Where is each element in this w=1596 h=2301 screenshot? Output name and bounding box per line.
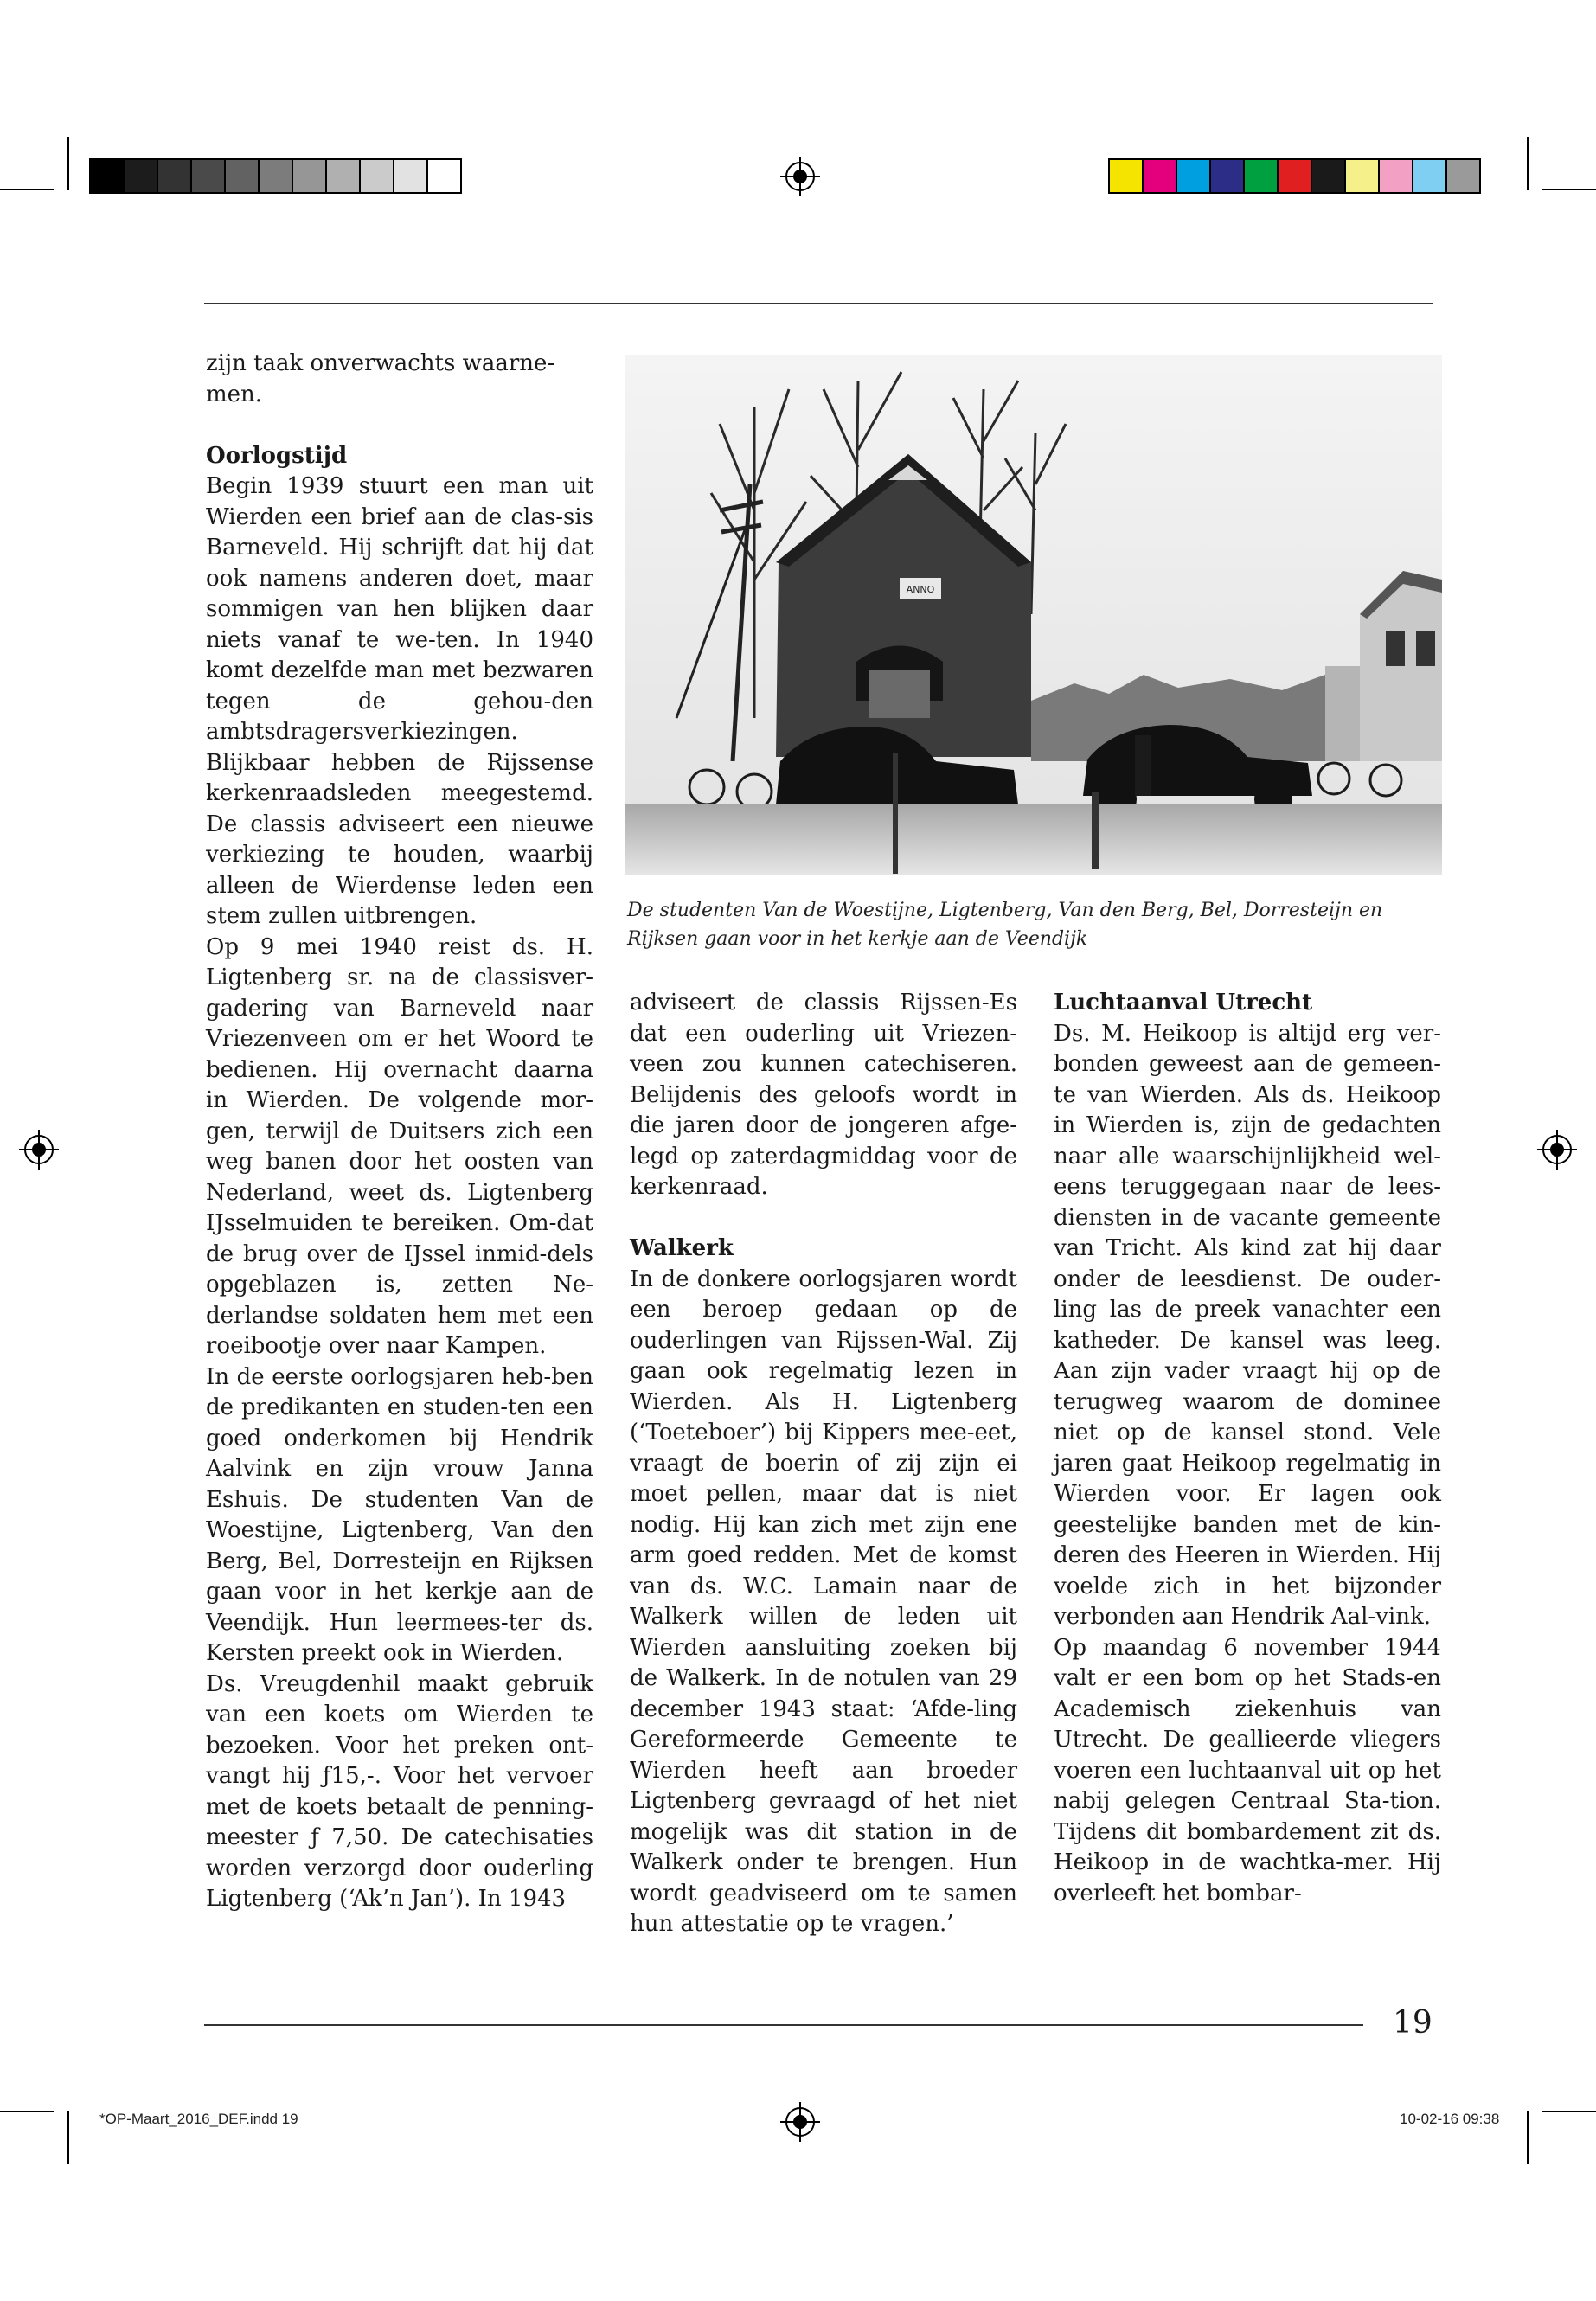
registration-mark-icon — [785, 2107, 815, 2137]
column-2 — [630, 988, 1017, 1940]
paragraph: Ds. M. Heikoop is altijd erg ver-bonden geweest aan de gemeen-te van Wierden. Als ds. Heikoop in Wierden is, zijn de gedachten naar alle waarschijnlijkheid wel-eens teruggegaan naar de lees-diensten in de vacante gemeente van Tricht. Als kind zat hij daar onder de leesdienst. De ouder-ling las de preek vanachter een katheder. De kansel was leeg. Aan zijn vader vraagt hij op de terugweg waarom de dominee niet op de kansel stond. Vele jaren gaat Heikoop regelmatig in Wierden voor. Er lagen ook geestelijke banden met de kin-deren des Heeren in Wierden. Hij voelde zich in het bijzonder verbonden aan Hendrik Aal-vink. — [1054, 1020, 1441, 1630]
church-photo — [625, 355, 1442, 875]
color-swatch — [1108, 158, 1144, 194]
color-swatch — [1344, 158, 1380, 194]
color-swatch — [157, 158, 192, 194]
crop-mark — [1542, 189, 1596, 190]
paragraph: In de donkere oorlogsjaren wordt een beroep gedaan op de ouderlingen van Rijssen-Wal. Zij gaan ook regelmatig lezen in Wierden. Als H. Ligtenberg (‘Toeteboer’) bij Kippers mee-eet, vraagt de boerin of zij zijn ei moet pellen, maar dat is niet nodig. Hij kan zich met zijn ene arm goed redden. Met de komst van ds. W.C. Lamain naar de Walkerk willen de leden uit Wierden aansluiting zoeken bij de Walkerk. In de notulen van 29 december 1943 staat: ‘Afde-ling Gereformeerde Gemeente te Wierden heeft aan broeder Ligtenberg gevraagd of het niet mogelijk was dit station in de Walkerk onder te brengen. Hun wordt geadviseerd om te samen hun attestatie op te vragen.’ — [630, 1266, 1017, 1937]
paragraph: Begin 1939 stuurt een man uit Wierden een brief aan de clas-sis Barneveld. Hij schrijft dat hij dat ook namens anderen doet, maar sommigen van hen blijken daar niets vanaf te we-ten. In 1940 komt dezelfde man met bezwaren tegen de gehou-den ambtsdragersverkiezingen. Blijkbaar hebben de Rijssense kerkenraadsleden meegestemd. De classis adviseert een nieuwe verkiezing te houden, waarbij alleen de Wierdense leden een stem zullen uitbrengen. — [206, 473, 593, 929]
page-number: 19 — [1393, 2005, 1433, 2041]
slug-file-info: *OP-Maart_2016_DEF.indd 19 — [99, 2111, 298, 2127]
registration-mark-icon — [24, 1135, 54, 1164]
color-swatch — [258, 158, 293, 194]
color-swatch — [292, 158, 327, 194]
section-heading-walkerk: Walkerk — [630, 1235, 734, 1261]
crop-mark — [1527, 2111, 1529, 2164]
color-swatch — [1277, 158, 1312, 194]
photo-caption: De studenten Van de Woestijne, Ligtenberg, Van den Berg, Bel, Dorresteijn en Rijksen gaan voor in het kerkje aan de Veendijk — [627, 900, 1383, 950]
church-sign-text: ANNO — [906, 584, 935, 595]
top-rule — [204, 303, 1433, 304]
section-heading-oorlogstijd: Oorlogstijd — [206, 442, 348, 469]
section-heading-luchtaanval-utrecht: Luchtaanval Utrecht — [1054, 990, 1313, 1016]
grey-calibration-bar — [91, 158, 462, 194]
registration-mark-icon — [1542, 1135, 1572, 1164]
slug-timestamp: 10-02-16 09:38 — [1400, 2111, 1500, 2127]
crop-mark — [0, 2111, 54, 2112]
intro-text: zijn taak onverwachts waarne- men. — [206, 350, 555, 407]
bottom-rule — [204, 2024, 1363, 2026]
crop-mark — [1542, 2111, 1596, 2112]
color-swatch — [393, 158, 428, 194]
registration-mark-icon — [785, 162, 815, 191]
color-swatch — [190, 158, 226, 194]
color-calibration-bar — [1110, 158, 1481, 194]
color-swatch — [89, 158, 125, 194]
color-swatch — [359, 158, 394, 194]
paragraph: Ds. Vreugdenhil maakt gebruik van een koets om Wierden te bezoeken. Voor het preken ont-vangt hij ƒ15,-. Voor het vervoer met de koets betaalt de penning-meester ƒ 7,50. De catechisaties worden verzorgd door ouderling Ligtenberg (‘Ak’n Jan’). In 1943 — [206, 1670, 593, 1912]
color-swatch — [1142, 158, 1177, 194]
color-swatch — [1311, 158, 1346, 194]
paragraph: Op maandag 6 november 1944 valt er een bom op het Stads-en Academisch ziekenhuis van Utrecht. De geallieerde vliegers voeren een luchtaanval uit op het nabij gelegen Centraal Sta-tion. Tijdens dit bombardement zit ds. Heikoop in de wachtka-mer. Hij overleeft het bombar- — [1054, 1634, 1441, 1907]
crop-mark — [1527, 137, 1529, 190]
color-swatch — [1209, 158, 1245, 194]
color-swatch — [1243, 158, 1279, 194]
crop-mark — [0, 189, 54, 190]
paragraph: adviseert de classis Rijssen-Es dat een ouderling uit Vriezen-veen zou kunnen catechiseren. Belijdenis des geloofs wordt in die jaren door de jongeren afge-legd op zaterdagmiddag voor de kerkenraad. — [630, 990, 1017, 1200]
color-swatch — [1412, 158, 1447, 194]
paragraph: In de eerste oorlogsjaren heb-ben de predikanten en studen-ten een goed onderkomen bij Hendrik Aalvink en zijn vrouw Janna Eshuis. De studenten Van de Woestijne, Ligtenberg, Van den Berg, Bel, Dorresteijn en Rijksen gaan voor in het kerkje aan de Veendijk. Hun leermees-ter ds. Kersten preekt ook in Wierden. — [206, 1363, 593, 1666]
column-1 — [206, 349, 593, 1915]
column-3 — [1054, 988, 1441, 1909]
color-swatch — [426, 158, 462, 194]
paragraph: Op 9 mei 1940 reist ds. H. Ligtenberg sr. na de classisver-gadering van Barneveld naar Vriezenveen om er het Woord te bedienen. Hij overnacht daarna in Wierden. De volgende mor-gen, terwijl de Duitsers zich een weg banen door het oosten van Nederland, weet ds. Ligtenberg IJsselmuiden te bereiken. Om-dat de brug over de IJssel inmid-dels opgeblazen is, zetten Ne-derlandse soldaten hem met een roeibootje over naar Kampen. — [206, 933, 593, 1359]
crop-mark — [67, 137, 69, 190]
color-swatch — [325, 158, 361, 194]
color-swatch — [123, 158, 158, 194]
color-swatch — [1445, 158, 1481, 194]
crop-mark — [67, 2111, 69, 2164]
color-swatch — [224, 158, 260, 194]
color-swatch — [1176, 158, 1211, 194]
color-swatch — [1378, 158, 1413, 194]
